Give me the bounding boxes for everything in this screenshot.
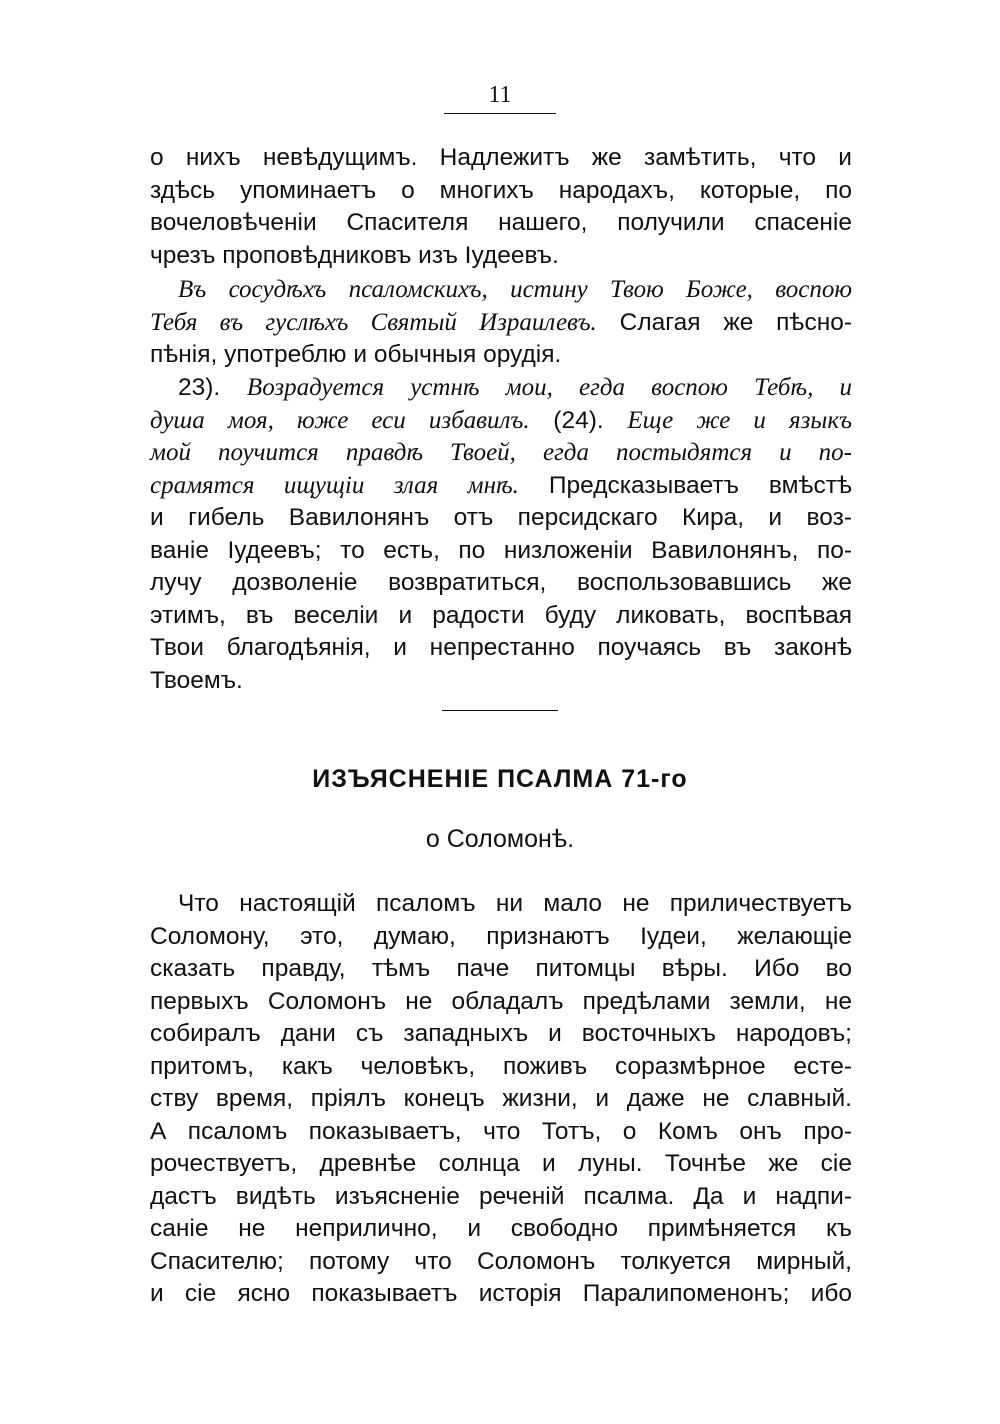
text-line: притомъ, какъ человѣкъ, поживъ соразмѣрное есте- (150, 1052, 852, 1080)
paragraph-4 (150, 888, 852, 1311)
italic-quote: Еще же и языкъ (627, 406, 852, 434)
text-line (150, 470, 852, 503)
paragraph-2 (150, 274, 852, 372)
verse-number: 23). (178, 374, 247, 401)
italic-quote: Возрадуется устнѣ мои, егда воспою Тебѣ, и (246, 374, 852, 401)
commentary-text: Предсказываетъ вмѣстѣ (518, 471, 852, 499)
text-line: чрезъ проповѣдниковъ изъ Іудеевъ. (150, 241, 559, 269)
text-line: Соломону, это, думаю, признаютъ Іудеи, желающіе (150, 922, 852, 950)
text-line: и сіе ясно показываетъ исторія Паралипоменонъ; ибо (150, 1280, 852, 1307)
italic-quote: Тебя въ гуслѣхъ Святый Израилевъ. (150, 308, 597, 336)
text-line: дастъ видѣть изъясненіе реченій псалма. Да и надпи- (150, 1182, 852, 1210)
text-line: о нихъ невѣдущимъ. Надлежитъ же замѣтить, что и (150, 144, 852, 171)
italic-quote: душа моя, юже еси избавилъ. (150, 406, 530, 434)
commentary-text: Слагая же пѣсно- (596, 308, 853, 336)
text-line: Что настоящій псаломъ ни мало не приличествуетъ (178, 890, 852, 917)
text-line: Твоемъ. (150, 666, 243, 694)
section-title: ИЗЪЯСНЕНІЕ ПСАЛМА 71-го (312, 765, 688, 793)
text-line: вочеловѣченіи Спасителя нашего, получили спасеніе (150, 209, 852, 236)
text-line: Твои благодѣянія, и непрестанно поучаясь въ законѣ (150, 634, 852, 661)
text-line: сказать правду, тѣмъ паче питомцы вѣры. Ибо во (150, 955, 852, 982)
text-line: мой поучится правдѣ Твоей, егда постыдятся и по- (150, 439, 852, 466)
text-line (150, 372, 852, 405)
page-number: 11 (488, 82, 512, 108)
paragraph-1 (150, 142, 852, 272)
text-line: здѣсь упоминаетъ о многихъ народахъ, которые, по (150, 176, 852, 204)
text-line: Въ сосудѣхъ псаломскихъ, истину Твою Боже, воспою (178, 276, 852, 303)
text-line: первыхъ Соломонъ не обладалъ предѣлами земли, не (150, 987, 852, 1015)
paragraph-3 (150, 372, 852, 697)
page-number-rule (444, 113, 556, 114)
text-line: ваніе Іудеевъ; то есть, по низложеніи Вавилонянъ, по- (150, 536, 852, 564)
text-line: лучу дозволеніе возвратиться, воспользовавшись же (150, 569, 852, 596)
text-line: собиралъ дани съ западныхъ и восточныхъ народовъ; (150, 1020, 852, 1047)
text-line: саніе не неприлично, и свободно примѣняется къ (150, 1215, 852, 1242)
text-line: А псаломъ показываетъ, что Тотъ, о Комъ онъ про- (150, 1117, 852, 1145)
text-line (150, 307, 852, 340)
text-line: Спасителю; потому что Соломонъ толкуется мирный, (150, 1247, 852, 1275)
text-line: рочествуетъ, древнѣе солнца и луны. Точнѣе же сіе (150, 1150, 852, 1177)
text-line (150, 405, 852, 438)
italic-quote: срамятся ищущіи злая мнѣ. (150, 471, 519, 499)
verse-number: (24). (529, 406, 628, 434)
text-line: ству время, пріялъ конецъ жизни, и даже не славный. (150, 1085, 852, 1112)
section-separator (442, 710, 558, 711)
section-subtitle: о Соломонѣ. (425, 825, 575, 853)
text-line: и гибель Вавилонянъ отъ персидскаго Кира, и воз- (150, 504, 852, 531)
text-line: пѣнія, употреблю и обычныя орудія. (150, 341, 562, 368)
text-line: этимъ, въ веселіи и радости буду ликовать, воспѣвая (150, 601, 852, 629)
